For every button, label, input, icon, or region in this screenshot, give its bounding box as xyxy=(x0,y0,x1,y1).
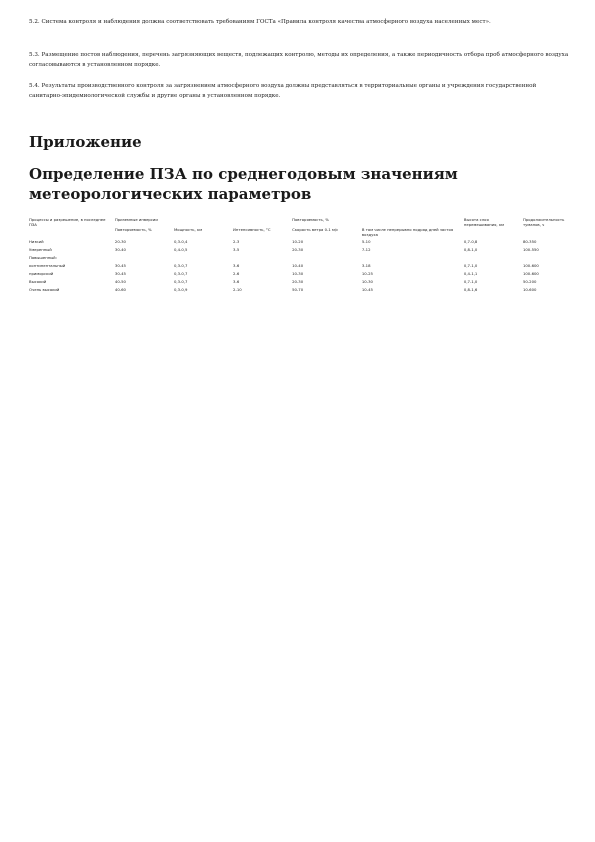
table-cell: 3-5 xyxy=(233,247,240,252)
table-cell: 3-6 xyxy=(233,263,240,268)
table-cell: 0,7-1,0 xyxy=(463,279,478,284)
table-cell: 0,7-0,8 xyxy=(463,239,478,244)
table-row xyxy=(29,263,566,271)
table-cell: приморский xyxy=(29,271,54,276)
table-cell: 40-50 xyxy=(114,279,126,284)
table-cell xyxy=(233,255,292,263)
table-cell: 0,8-1,6 xyxy=(463,287,478,292)
table-row xyxy=(29,271,566,279)
table-cell: 10-30 xyxy=(292,271,304,276)
table-cell: 2-10 xyxy=(233,287,242,292)
table-cell: Очень высокий xyxy=(29,287,60,292)
header-cell: Повторяемость, % xyxy=(292,217,329,222)
table-cell xyxy=(115,255,174,263)
table-cell xyxy=(362,255,464,263)
table-row xyxy=(29,287,566,295)
header-cell: Приземные инверсии xyxy=(114,217,158,222)
table-cell: 0,3-0,4 xyxy=(173,239,188,244)
table-cell: 10-45 xyxy=(361,287,373,292)
table-cell: 0,3-0,7 xyxy=(173,263,188,268)
table-cell: 2-3 xyxy=(233,239,240,244)
header-cell: Процессы и разрешение, в последнее ПЗА xyxy=(29,217,106,227)
table-cell: 0,3-0,9 xyxy=(173,287,188,292)
table-cell xyxy=(464,255,523,263)
table-header-row xyxy=(29,217,566,227)
table-cell: 10-600 xyxy=(522,287,537,292)
subheader-cell: Интенсивность, °С xyxy=(233,227,271,232)
table-cell: 0,4-1,1 xyxy=(463,271,478,276)
table-cell: 30-45 xyxy=(114,271,126,276)
table-cell: 2-6 xyxy=(233,271,240,276)
table-cell: 100-600 xyxy=(522,263,539,268)
table-cell: 10-40 xyxy=(292,263,304,268)
table-row xyxy=(29,255,566,263)
table-cell: 20-30 xyxy=(292,247,304,252)
table-row xyxy=(29,239,566,247)
table-cell: 0,3-0,7 xyxy=(173,271,188,276)
appendix-subtitle: Определение ПЗА по среднегодовым значениям метеорологических параметров xyxy=(29,165,458,203)
paragraph-5-4: 5.4. Результаты производственного контроля за загрязнением атмосферного воздуха должны представляться в территориальные органы и учреждения государственной санитарно-эпидемиологической службы и другие органы в установленном порядке. xyxy=(29,83,537,99)
table-cell: 30-45 xyxy=(114,263,126,268)
table-cell: 50-200 xyxy=(522,279,537,284)
header-cell: Высота слоя перемешивания, км xyxy=(463,217,504,227)
table-cell: 3-6 xyxy=(233,279,240,284)
table-cell xyxy=(292,255,362,263)
appendix-title: Приложение xyxy=(29,133,142,151)
header-cell: Продолжительность туманов, ч xyxy=(522,217,565,227)
table-cell: Высокий xyxy=(29,279,47,284)
table-cell: 40-60 xyxy=(114,287,126,292)
table-cell: Низкий xyxy=(29,239,44,244)
table-cell: континентальный xyxy=(29,263,66,268)
table-cell: 10-30 xyxy=(361,279,373,284)
subheader-cell: Мощность, км xyxy=(173,227,203,232)
table-cell: 50-70 xyxy=(292,287,304,292)
table-cell: 80-350 xyxy=(522,239,537,244)
table-cell: 3-18 xyxy=(361,263,371,268)
table-cell: Умеренный xyxy=(29,247,52,252)
table-cell: 5-10 xyxy=(361,239,371,244)
table-body xyxy=(29,239,566,295)
table-row xyxy=(29,279,566,287)
table-row xyxy=(29,247,566,255)
subheader-cell: В том числе непрерывно подряд дней застоя воздуха xyxy=(361,227,454,237)
paragraph-5-3: 5.3. Размещение постов наблюдения, перечень загрязняющих веществ, подлежащих контролю, методы их определения, а также периодичность отбора проб атмосферного воздуха согласовываются в установленном порядке. xyxy=(29,52,569,68)
table-cell: 7-12 xyxy=(361,247,371,252)
table-cell: 0,4-0,5 xyxy=(173,247,188,252)
table-cell: 100-600 xyxy=(522,271,539,276)
pza-table xyxy=(29,217,566,295)
table-cell: 10-25 xyxy=(361,271,373,276)
table-cell: 30-40 xyxy=(114,247,126,252)
table-cell xyxy=(174,255,233,263)
paragraph-5-2: 5.2. Система контроля и наблюдения должна соответствовать требованиям ГОСТа «Правила контроля качества атмосферного воздуха населенных мест». xyxy=(29,19,491,25)
table-cell: 0,7-1,0 xyxy=(463,263,478,268)
table-cell: 20-30 xyxy=(292,279,304,284)
subheader-cell: Скорость ветра 0-1 м/с xyxy=(292,227,339,232)
table-cell: Повышенный: xyxy=(29,255,57,260)
subheader-cell: Повторяемость, % xyxy=(114,227,152,232)
table-cell: 20-30 xyxy=(114,239,126,244)
table-cell xyxy=(523,255,566,263)
table-cell: 100-550 xyxy=(522,247,539,252)
table-cell: 0,8-1,0 xyxy=(463,247,478,252)
table-cell: 0,3-0,7 xyxy=(173,279,188,284)
table-cell: 10-20 xyxy=(292,239,304,244)
